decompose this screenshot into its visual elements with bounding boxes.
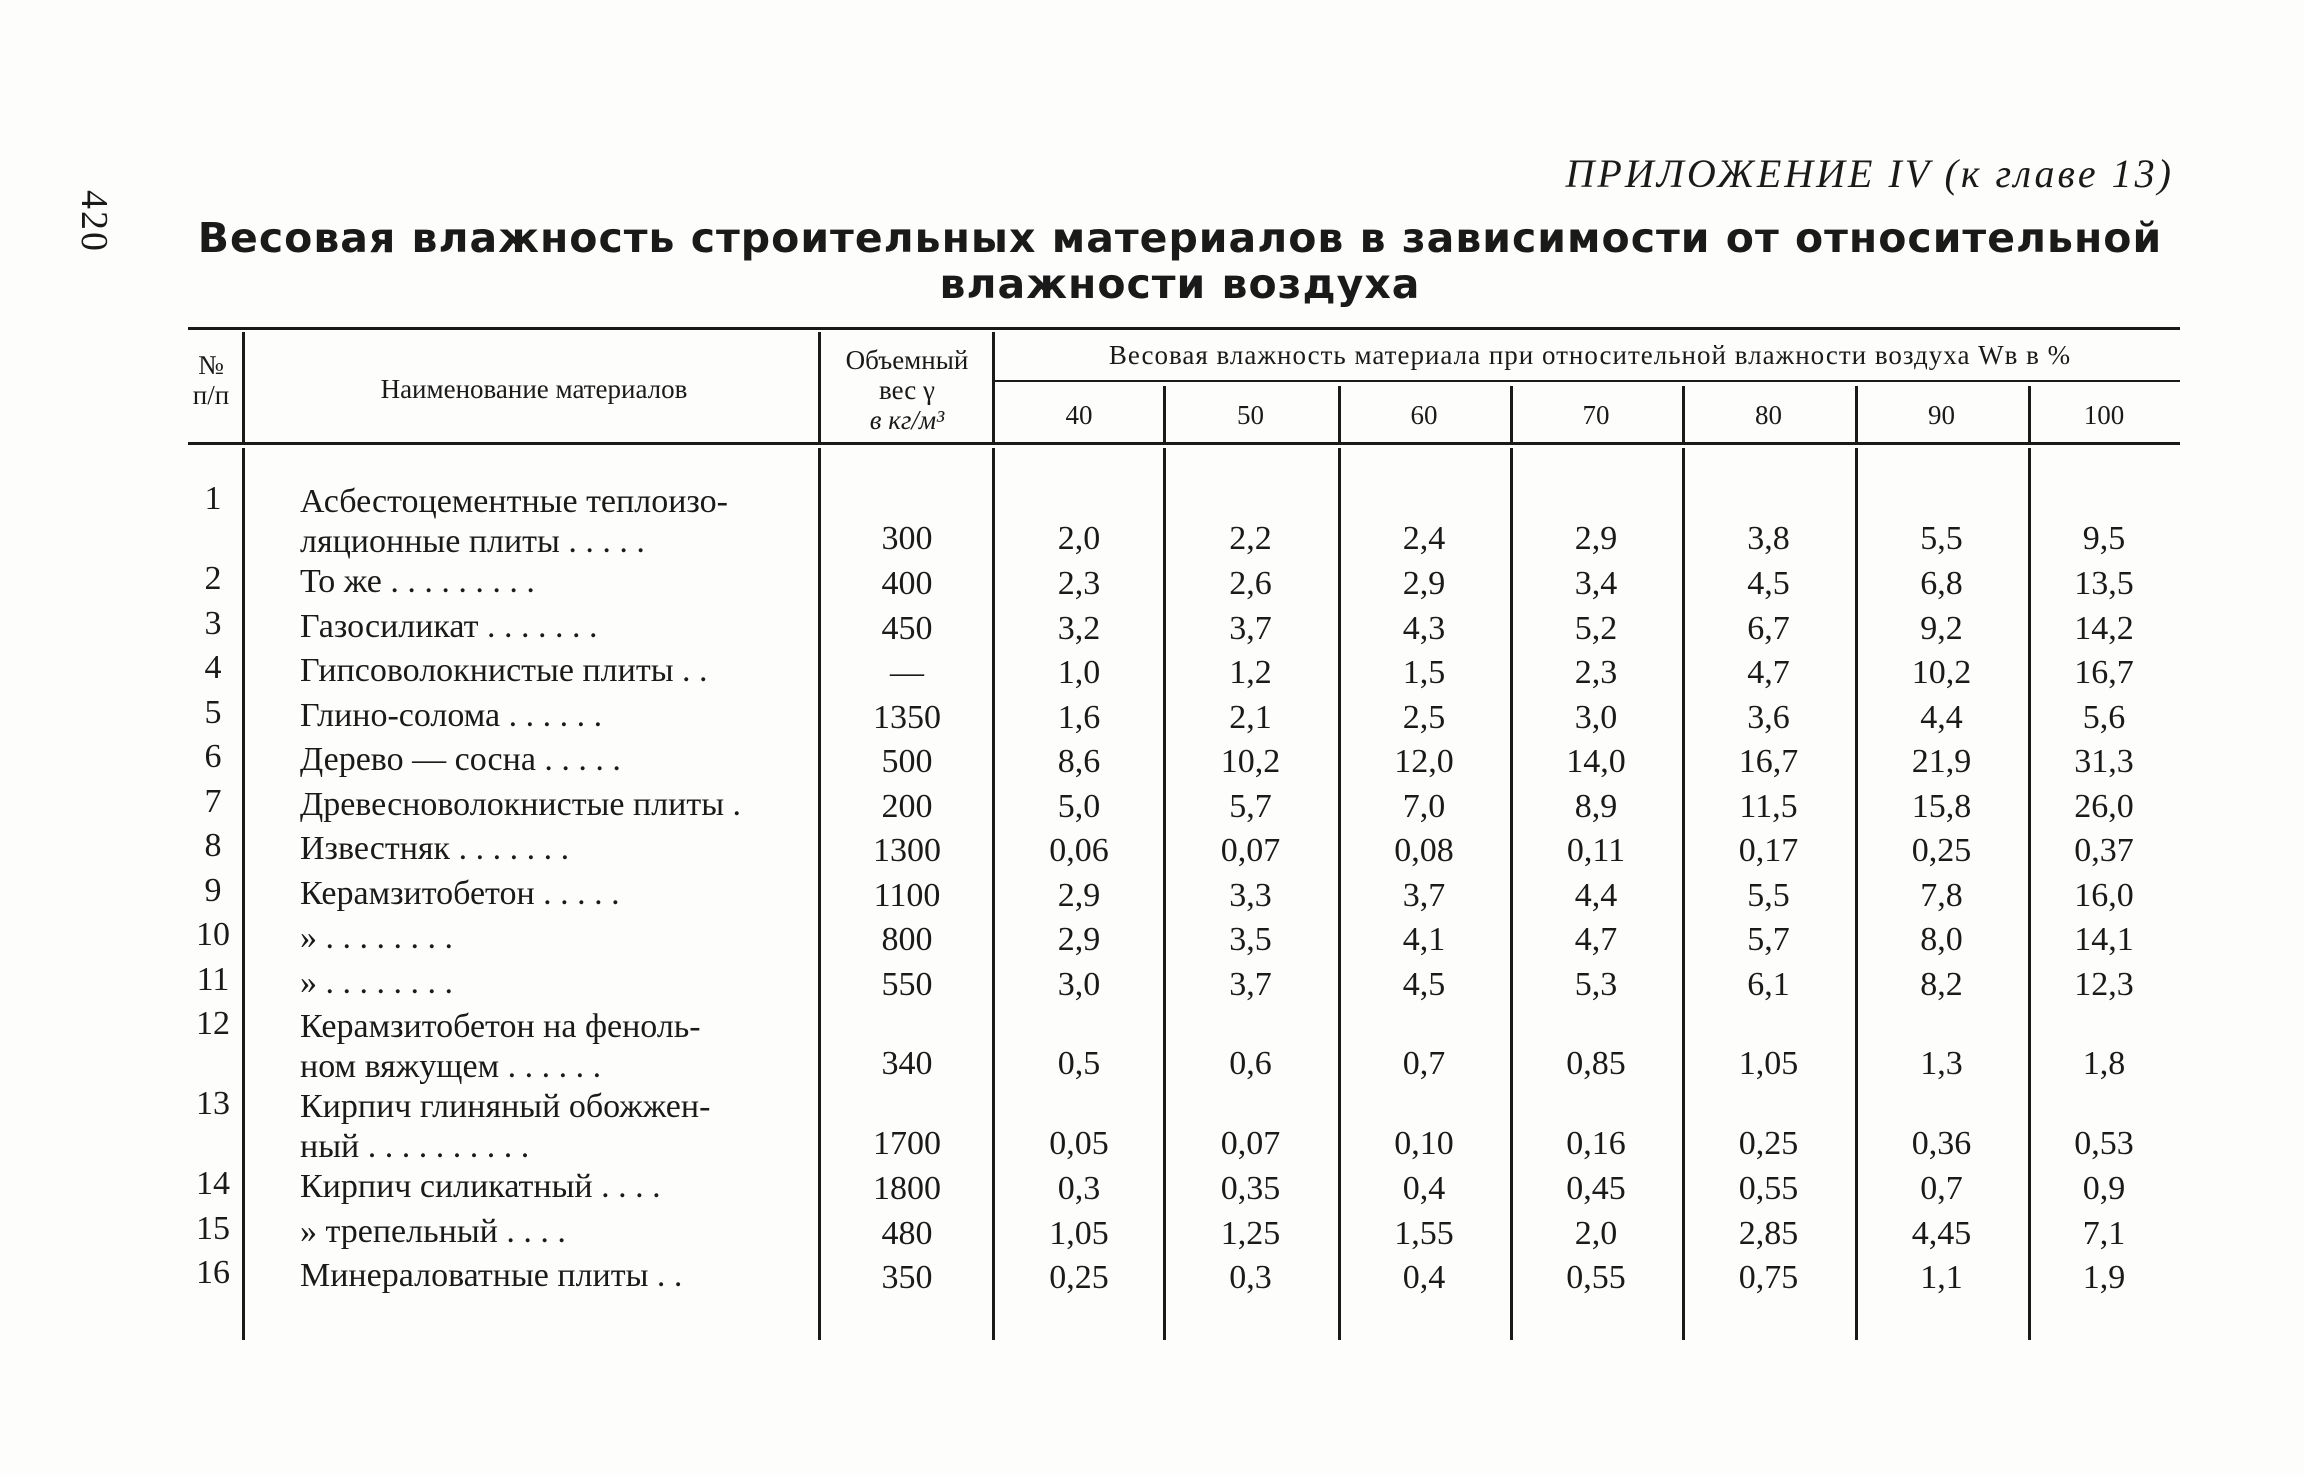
moisture-value: 0,7 — [1402, 1045, 1446, 1082]
header-weight — [822, 345, 992, 435]
moisture-value: 3,2 — [1057, 609, 1101, 647]
moisture-value: 3,7 — [1229, 609, 1272, 647]
moisture-value: 8,6 — [1057, 743, 1101, 780]
moisture-value: 0,07 — [1220, 832, 1281, 869]
material-name: Керамзитобетон на феноль- ном вяжущем . . . . . . — [300, 1008, 701, 1085]
moisture-value: 2,0 — [1057, 520, 1101, 557]
header-bottom-rule — [188, 442, 2180, 445]
moisture-value: 1,5 — [1402, 654, 1446, 691]
humidity-column-header: 50 — [1237, 400, 1264, 430]
material-name: Глино-солома . . . . . . — [300, 696, 603, 734]
bulk-weight: 500 — [881, 743, 933, 780]
moisture-value: 0,7 — [1920, 1170, 1963, 1207]
moisture-value: 0,3 — [1229, 1259, 1272, 1296]
row-number: 2 — [204, 560, 222, 597]
moisture-value: 0,6 — [1229, 1045, 1272, 1082]
moisture-value: 0,06 — [1049, 832, 1109, 869]
moisture-value: 2,5 — [1402, 698, 1446, 736]
moisture-value: 0,3 — [1057, 1170, 1101, 1207]
moisture-value: 4,4 — [1574, 876, 1618, 914]
moisture-value: 2,3 — [1574, 654, 1618, 691]
moisture-value: 2,9 — [1057, 876, 1101, 914]
material-name: Древесноволокнистые плиты . — [300, 785, 742, 823]
moisture-value: 0,55 — [1566, 1259, 1626, 1296]
row-number: 16 — [196, 1254, 230, 1291]
header-moisture: Весовая влажность материала при относительной влажности воздуха Wв в % — [1108, 340, 2072, 370]
moisture-value: 0,85 — [1566, 1045, 1626, 1082]
moisture-value: 3,4 — [1574, 565, 1618, 602]
row-number: 9 — [204, 871, 222, 909]
moisture-value: 11,5 — [1739, 787, 1798, 825]
material-name: Газосиликат . . . . . . . — [300, 607, 598, 645]
material-name: То же . . . . . . . . . — [300, 563, 535, 600]
moisture-value: 0,07 — [1220, 1125, 1281, 1162]
moisture-value: 4,7 — [1574, 921, 1618, 958]
moisture-value: 0,11 — [1566, 832, 1626, 869]
moisture-value: 5,6 — [2082, 698, 2126, 736]
material-name: Известняк . . . . . . . — [300, 830, 570, 867]
humidity-column-header: 90 — [1928, 400, 1955, 430]
row-number: 15 — [196, 1209, 230, 1247]
moisture-value: 0,35 — [1220, 1170, 1281, 1207]
moisture-value: 0,36 — [1911, 1125, 1972, 1162]
moisture-value: 3,3 — [1229, 876, 1272, 914]
bulk-weight: 340 — [881, 1045, 933, 1082]
moisture-value: 1,1 — [1920, 1259, 1963, 1296]
humidity-column-header: 100 — [2083, 400, 2125, 430]
moisture-value: 3,6 — [1747, 698, 1790, 736]
column-divider — [818, 332, 821, 442]
material-name: » трепельный . . . . — [300, 1212, 566, 1250]
material-name: Керамзитобетон . . . . . — [300, 874, 620, 912]
header-weight-line2: вес γ — [879, 375, 935, 405]
bulk-weight: 300 — [881, 520, 933, 557]
moisture-value: 0,75 — [1738, 1259, 1799, 1296]
row-number: 8 — [204, 827, 222, 864]
moisture-value: 4,4 — [1920, 698, 1963, 736]
header-name: Наименование материалов — [380, 374, 688, 404]
moisture-value: 3,0 — [1574, 698, 1618, 736]
material-name: Асбестоцементные теплоизо- ляционные плиты . . . . . — [300, 483, 728, 560]
moisture-value: 0,55 — [1738, 1170, 1799, 1207]
row-number: 4 — [204, 649, 222, 686]
header-sub-rule — [995, 380, 2180, 382]
humidity-column-header: 40 — [1065, 400, 1093, 430]
moisture-value: 2,1 — [1229, 698, 1272, 736]
header-weight-line3: в кг/м³ — [869, 405, 945, 435]
moisture-value: 2,2 — [1229, 520, 1272, 557]
moisture-value: 0,53 — [2074, 1125, 2134, 1162]
bulk-weight: 350 — [881, 1259, 933, 1296]
moisture-value: 7,8 — [1920, 876, 1963, 914]
bulk-weight: 1800 — [873, 1170, 941, 1207]
moisture-value: 2,4 — [1402, 520, 1446, 557]
moisture-value: 12,3 — [2074, 965, 2134, 1003]
row-number: 12 — [196, 1005, 230, 1042]
moisture-value: 8,0 — [1920, 921, 1963, 958]
bulk-weight: 1100 — [873, 876, 941, 914]
moisture-value: 1,6 — [1057, 698, 1101, 736]
moisture-value: 1,0 — [1057, 654, 1101, 691]
moisture-value: 0,16 — [1566, 1125, 1626, 1162]
moisture-value: 0,9 — [2082, 1170, 2126, 1207]
bulk-weight: 550 — [881, 965, 933, 1003]
moisture-value: 3,5 — [1229, 921, 1272, 958]
moisture-value: 7,0 — [1402, 787, 1446, 825]
moisture-value: 1,8 — [2082, 1045, 2126, 1082]
moisture-value: 1,05 — [1049, 1214, 1109, 1252]
material-name: Гипсоволокнистые плиты . . — [300, 652, 708, 689]
moisture-value: 2,0 — [1574, 1214, 1618, 1252]
bulk-weight: 450 — [881, 609, 933, 647]
moisture-value: 5,7 — [1229, 787, 1272, 825]
moisture-value: 0,10 — [1394, 1125, 1454, 1162]
moisture-value: 10,2 — [1220, 743, 1281, 780]
moisture-value: 3,8 — [1747, 520, 1790, 557]
row-number: 3 — [204, 604, 222, 642]
humidity-column-header: 60 — [1410, 400, 1438, 430]
bulk-weight: 400 — [881, 565, 933, 602]
moisture-value: 3,7 — [1229, 965, 1272, 1003]
moisture-value: 16,7 — [1738, 743, 1799, 780]
moisture-value: 5,2 — [1574, 609, 1618, 647]
material-name: Кирпич глиняный обожжен- ный . . . . . . . . . . — [300, 1088, 711, 1165]
moisture-value: 8,9 — [1574, 787, 1618, 825]
moisture-value: 10,2 — [1911, 654, 1972, 691]
moisture-value: 1,3 — [1920, 1045, 1963, 1082]
bulk-weight: 1350 — [873, 698, 941, 736]
moisture-value: 4,1 — [1402, 921, 1446, 958]
moisture-value: 14,2 — [2074, 609, 2134, 647]
moisture-value: 4,45 — [1911, 1214, 1972, 1252]
header-num-line1: № — [198, 350, 224, 380]
bulk-weight: 800 — [881, 921, 933, 958]
row-number: 1 — [204, 480, 222, 517]
moisture-value: 6,1 — [1747, 965, 1790, 1003]
moisture-value: 31,3 — [2074, 743, 2134, 780]
moisture-value: 1,25 — [1220, 1214, 1281, 1252]
moisture-value: 1,05 — [1738, 1045, 1799, 1082]
moisture-value: 2,9 — [1574, 520, 1618, 557]
moisture-value: 5,5 — [1747, 876, 1790, 914]
moisture-value: 0,4 — [1402, 1259, 1446, 1296]
moisture-value: 4,5 — [1747, 565, 1790, 602]
row-number: 5 — [204, 693, 222, 731]
row-number: 10 — [196, 916, 230, 953]
bulk-weight: — — [890, 654, 924, 691]
row-number: 11 — [196, 960, 230, 998]
moisture-value: 0,5 — [1057, 1045, 1101, 1082]
moisture-value: 1,9 — [2082, 1259, 2126, 1296]
moisture-value: 0,25 — [1738, 1125, 1799, 1162]
moisture-value: 1,55 — [1394, 1214, 1454, 1252]
moisture-value: 2,6 — [1229, 565, 1272, 602]
moisture-value: 15,8 — [1911, 787, 1972, 825]
moisture-value: 5,7 — [1747, 921, 1790, 958]
header-num — [176, 350, 246, 410]
material-name: Кирпич силикатный . . . . — [300, 1168, 661, 1205]
moisture-value: 16,0 — [2074, 876, 2134, 914]
moisture-value: 0,45 — [1566, 1170, 1626, 1207]
moisture-value: 7,1 — [2082, 1214, 2126, 1252]
moisture-value: 8,2 — [1920, 965, 1963, 1003]
moisture-value: 1,2 — [1229, 654, 1272, 691]
bulk-weight: 480 — [881, 1214, 933, 1252]
material-name: » . . . . . . . . — [300, 919, 453, 956]
moisture-value: 2,85 — [1738, 1214, 1799, 1252]
title-line-1: Весовая влажность строительных материалов в зависимости от относительной — [197, 214, 2163, 262]
moisture-value: 0,25 — [1049, 1259, 1109, 1296]
moisture-value: 2,9 — [1057, 921, 1101, 958]
moisture-value: 6,8 — [1920, 565, 1963, 602]
page-title — [180, 215, 2180, 307]
row-number: 6 — [204, 738, 222, 775]
bulk-weight: 200 — [881, 787, 933, 825]
page-number: 420 — [73, 190, 115, 253]
moisture-value: 5,5 — [1920, 520, 1963, 557]
moisture-value: 4,7 — [1747, 654, 1790, 691]
moisture-value: 16,7 — [2074, 654, 2134, 691]
moisture-value: 14,0 — [1566, 743, 1626, 780]
title-line-2: влажности воздуха — [939, 260, 1421, 308]
header-weight-line1: Объемный — [845, 345, 969, 375]
moisture-value: 2,9 — [1402, 565, 1446, 602]
moisture-value: 21,9 — [1911, 743, 1972, 780]
moisture-value: 0,08 — [1394, 832, 1454, 869]
moisture-value: 9,5 — [2082, 520, 2126, 557]
moisture-value: 0,37 — [2074, 832, 2134, 869]
row-number: 14 — [196, 1165, 230, 1202]
moisture-value: 5,3 — [1574, 965, 1618, 1003]
appendix-label: ПРИЛОЖЕНИЕ IV (к главе 13) — [1565, 151, 2174, 196]
moisture-value: 12,0 — [1394, 743, 1454, 780]
moisture-value: 13,5 — [2074, 565, 2134, 602]
material-name: Дерево — сосна . . . . . — [300, 741, 621, 778]
moisture-value: 6,7 — [1747, 609, 1790, 647]
moisture-value: 2,3 — [1057, 565, 1101, 602]
moisture-value: 0,17 — [1738, 832, 1799, 869]
moisture-value: 0,05 — [1049, 1125, 1109, 1162]
header-num-line2: п/п — [192, 380, 230, 410]
moisture-value: 26,0 — [2074, 787, 2134, 825]
moisture-value: 9,2 — [1920, 609, 1963, 647]
moisture-value: 4,5 — [1402, 965, 1446, 1003]
material-name: » . . . . . . . . — [300, 963, 453, 1001]
moisture-value: 14,1 — [2074, 921, 2134, 958]
moisture-value: 3,7 — [1402, 876, 1446, 914]
row-number: 7 — [204, 782, 222, 820]
bulk-weight: 1300 — [873, 832, 941, 869]
moisture-value: 0,25 — [1911, 832, 1972, 869]
humidity-column-header: 80 — [1755, 400, 1782, 430]
moisture-value: 3,0 — [1057, 965, 1101, 1003]
bulk-weight: 1700 — [873, 1125, 941, 1162]
moisture-value: 0,4 — [1402, 1170, 1446, 1207]
humidity-column-header: 70 — [1582, 400, 1610, 430]
table-top-rule — [188, 327, 2180, 330]
moisture-value: 5,0 — [1057, 787, 1101, 825]
row-number: 13 — [196, 1085, 230, 1122]
material-name: Минераловатные плиты . . — [300, 1257, 683, 1294]
moisture-value: 4,3 — [1402, 609, 1446, 647]
column-divider — [242, 332, 245, 442]
